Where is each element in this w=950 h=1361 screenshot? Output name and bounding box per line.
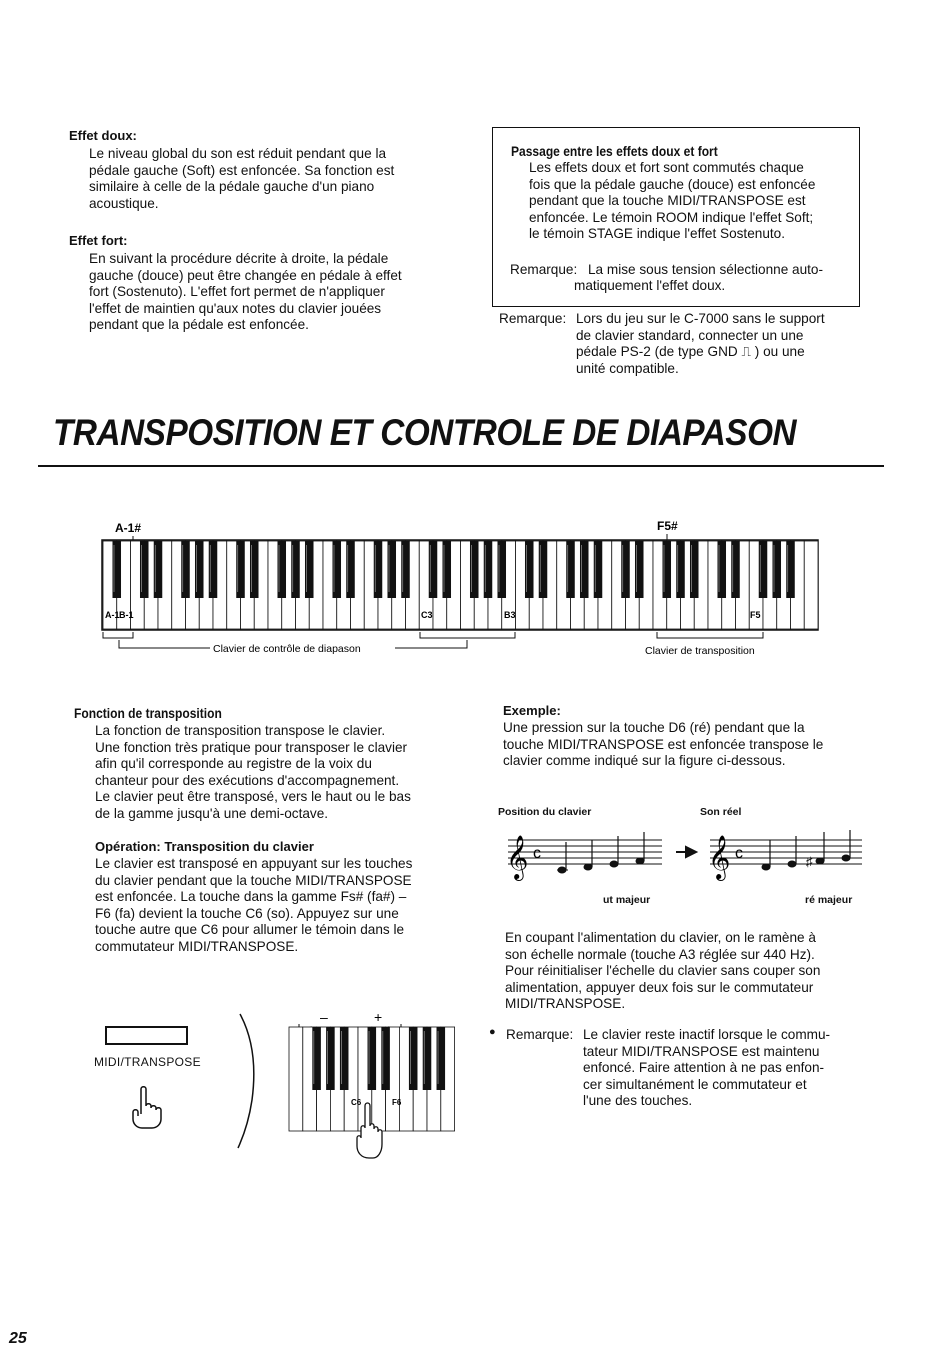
text-line: MIDI/TRANSPOSE. xyxy=(505,996,626,1011)
operation-text xyxy=(95,856,445,955)
text-line: La fonction de transposition transpose le clavier. xyxy=(95,723,386,738)
passage-text xyxy=(529,160,844,243)
bracket-transpose xyxy=(657,632,763,638)
text-line: tateur MIDI/TRANSPOSE est maintenu xyxy=(583,1043,820,1059)
label-position-clavier: Position du clavier xyxy=(498,806,592,818)
caption-pitch: Clavier de contrôle de diapason xyxy=(213,643,361,655)
label-son-reel: Son réel xyxy=(700,806,742,818)
label-f5-sharp: F5# xyxy=(657,519,678,533)
text-line: clavier comme indiqué sur la figure ci-dessous. xyxy=(503,753,786,768)
text-line: de clavier standard, connecter un une xyxy=(576,327,804,343)
section-title: TRANSPOSITION ET CONTROLE DE DIAPASON xyxy=(53,412,797,453)
text-line: pendant que la touche MIDI/TRANSPOSE est xyxy=(529,193,806,208)
midi-transpose-button[interactable] xyxy=(105,1026,188,1045)
text-line: de la gamme jusqu'à une demi-octave. xyxy=(95,805,329,821)
text-line: En suivant la procédure décrite à droite, la pédale xyxy=(89,251,389,266)
effet-fort-text xyxy=(89,251,437,334)
fonction-heading: Fonction de transposition xyxy=(74,705,222,721)
keyboard-diagram xyxy=(95,508,825,658)
passage-remark-label: Remarque: xyxy=(510,262,578,277)
page-number: 25 xyxy=(9,1330,27,1347)
text-line: enfoncée. Le témoin ROOM indique l'effet Soft; xyxy=(529,209,814,225)
text-line: pédale gauche (Soft) est enfoncée. Sa fonction est xyxy=(89,162,395,178)
operation-heading: Opération: Transposition du clavier xyxy=(95,839,314,854)
title-underline xyxy=(38,465,884,467)
white-key xyxy=(804,541,818,629)
text-line: touche MIDI/TRANSPOSE est enfoncée transpose le xyxy=(503,736,824,752)
caption-transpose: Clavier de transposition xyxy=(645,645,755,657)
minus-label: – xyxy=(320,1010,328,1025)
effet-doux-heading: Effet doux: xyxy=(69,128,137,143)
label-a-1-sharp: A-1# xyxy=(115,521,142,535)
text-line: pendant que la pédale est enfoncée. xyxy=(89,317,309,332)
label-c6: C6 xyxy=(351,1098,362,1107)
text-line: l'une des touches. xyxy=(583,1093,693,1108)
staff-right xyxy=(710,840,862,864)
label-ut-majeur: ut majeur xyxy=(603,894,651,906)
text-line: Une fonction très pratique pour transposer le clavier xyxy=(95,739,408,755)
plus-label: + xyxy=(374,1010,383,1025)
music-staff-figure xyxy=(500,820,870,890)
text-line: l'effet de maintien qu'aux notes du clavier jouées xyxy=(89,300,382,316)
text-line: Le niveau global du son est réduit pendant que la xyxy=(89,146,387,161)
brace-separator xyxy=(232,1010,262,1150)
text-line: commutateur MIDI/TRANSPOSE. xyxy=(95,938,299,954)
small-keyboard-diagram xyxy=(285,1010,460,1160)
treble-clef-icon: 𝄞 xyxy=(506,837,529,879)
bullet-icon: ● xyxy=(489,1026,496,1038)
text-line: Le clavier reste inactif lorsque le commu- xyxy=(583,1027,831,1042)
text-line: alimentation, appuyer deux fois sur le commutateur xyxy=(505,979,814,995)
text-line: Le clavier est transposé en appuyant sur les touches xyxy=(95,856,413,871)
text-line: En coupant l'alimentation du clavier, on le ramène à xyxy=(505,930,816,945)
text-line: Une pression sur la touche D6 (ré) pendant que la xyxy=(503,720,805,735)
pressing-hand-icon xyxy=(128,1086,164,1130)
inactive-remark-label: Remarque: xyxy=(506,1027,574,1042)
white-key xyxy=(289,1027,303,1131)
text-line: chanteur pour des exécutions d'accompagnement. xyxy=(95,772,400,788)
text-line: fort (Sostenuto). L'effet fort permet de n'appliquer xyxy=(89,284,385,299)
midi-transpose-label: MIDI/TRANSPOSE xyxy=(94,1055,201,1069)
key-label-b3: B3 xyxy=(504,610,516,620)
inactive-remark-text xyxy=(583,1027,855,1110)
text-line: enfoncé. Faire attention à ne pas enfon- xyxy=(583,1060,825,1075)
text-line: similaire à celle de la pédale gauche d'un piano xyxy=(89,179,375,194)
text-line: Les effets doux et fort sont commutés chaque xyxy=(529,160,804,175)
arrow-right-icon xyxy=(676,847,696,857)
passage-remark-line2: matiquement l'effet doux. xyxy=(574,278,726,293)
text-line: gauche (douce) peut être changée en pédale à effet xyxy=(89,267,402,283)
sharp-icon: ♯ xyxy=(806,854,813,869)
c7000-remark-label: Remarque: xyxy=(499,311,567,326)
text-line: afin qu'il corresponde au registre de la voix du xyxy=(95,756,372,771)
key-label-a-1: A-1 xyxy=(105,610,120,620)
text-line: unité compatible. xyxy=(576,360,679,376)
effet-fort-heading: Effet fort: xyxy=(69,233,128,248)
text-line: cer simultanément le commutateur et xyxy=(583,1076,807,1092)
text-line: F6 (fa) devient la touche C6 (so). Appuyez sur une xyxy=(95,905,399,921)
text-line: le témoin STAGE indique l'effet Sostenuto. xyxy=(529,226,785,241)
fonction-text xyxy=(95,723,445,822)
text-line: fois que la pédale gauche (douce) est enfoncée xyxy=(529,176,816,192)
common-time-icon: c xyxy=(533,845,541,862)
text-line: pédale PS-2 (de type GND ⎍ ) ou une xyxy=(576,344,805,359)
exemple-heading: Exemple: xyxy=(503,703,561,718)
text-line: du clavier pendant que la touche MIDI/TRANSPOSE xyxy=(95,872,412,888)
text-line: Lors du jeu sur le C-7000 sans le support xyxy=(576,311,825,326)
c7000-remark-text xyxy=(576,311,848,377)
text-line: Le clavier peut être transposé, vers le haut ou le bas xyxy=(95,789,411,804)
text-line: Pour réinitialiser l'échelle du clavier sans couper son xyxy=(505,963,821,978)
key-label-c3: C3 xyxy=(421,610,433,620)
bracket-pitch-leader xyxy=(119,640,210,648)
bracket-pitch-leader xyxy=(395,640,467,648)
bracket-pitch-right xyxy=(420,632,515,638)
key-label-f5: F5 xyxy=(750,610,761,620)
text-line: est enfoncée. La touche dans la gamme Fs# (fa#) – xyxy=(95,889,407,904)
common-time-icon: c xyxy=(735,845,743,862)
effet-doux-text xyxy=(89,146,437,212)
passage-remark-line1: La mise sous tension sélectionne auto- xyxy=(588,262,824,277)
text-line: touche autre que C6 pour allumer le témoin dans le xyxy=(95,922,405,937)
passage-heading: Passage entre les effets doux et fort xyxy=(511,143,718,159)
key-label-b-1: B-1 xyxy=(119,610,134,620)
coupant-text xyxy=(505,930,855,1013)
bracket-pitch-left xyxy=(103,632,133,638)
label-re-majeur: ré majeur xyxy=(805,894,853,906)
text-line: son échelle normale (touche A3 réglée sur 440 Hz). xyxy=(505,946,815,962)
exemple-text xyxy=(503,720,853,770)
treble-clef-icon: 𝄞 xyxy=(708,837,731,879)
text-line: acoustique. xyxy=(89,195,159,211)
label-f6: F6 xyxy=(392,1098,402,1107)
